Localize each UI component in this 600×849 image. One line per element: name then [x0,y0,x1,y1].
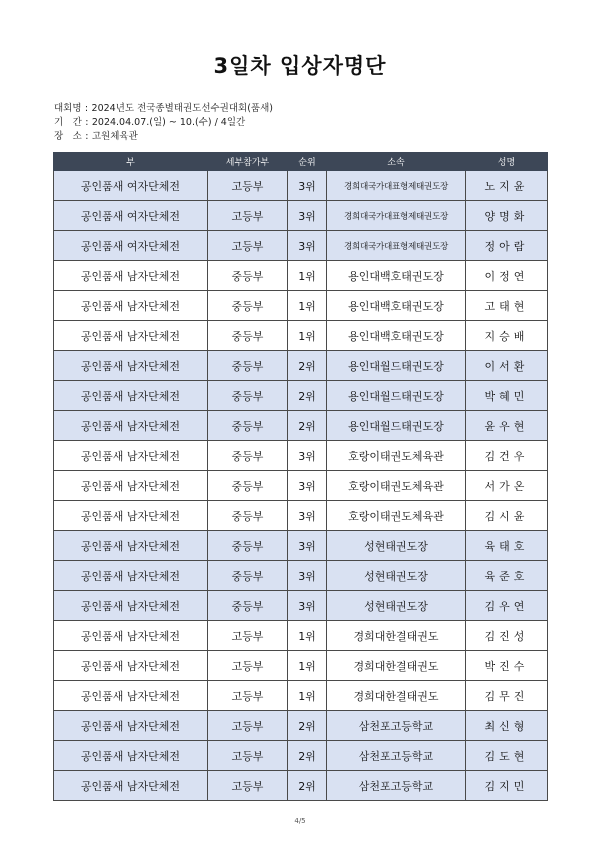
cell-club: 성현태권도장 [327,561,466,591]
cell-name: 김우연 [466,591,548,621]
cell-division: 공인품새 남자단체전 [54,681,208,711]
cell-club: 경희대국가대표형제태권도장 [327,231,466,261]
cell-name: 고태현 [466,291,548,321]
table-row [54,441,548,471]
cell-club: 경희대국가대표형제태권도장 [327,201,466,231]
cell-division: 공인품새 남자단체전 [54,741,208,771]
cell-division: 공인품새 남자단체전 [54,471,208,501]
cell-division: 공인품새 남자단체전 [54,441,208,471]
table-row [54,621,548,651]
results-body [54,171,548,801]
cell-rank: 2위 [288,711,327,741]
event-venue-label: 장 소 [54,131,82,142]
table-row [54,321,548,351]
cell-division: 공인품새 남자단체전 [54,591,208,621]
cell-name: 양명화 [466,201,548,231]
event-name-row: 대회명 : 2024년도 전국종별태권도선수권대회(품새) [54,103,273,114]
cell-sub-division: 중등부 [208,591,288,621]
cell-sub-division: 고등부 [208,741,288,771]
cell-rank: 1위 [288,321,327,351]
cell-division: 공인품새 남자단체전 [54,561,208,591]
cell-club: 용인대백호태권도장 [327,291,466,321]
cell-rank: 1위 [288,651,327,681]
table-row [54,381,548,411]
cell-division: 공인품새 남자단체전 [54,501,208,531]
table-row [54,711,548,741]
cell-rank: 1위 [288,261,327,291]
cell-name: 육준호 [466,561,548,591]
cell-name: 지승배 [466,321,548,351]
cell-rank: 3위 [288,591,327,621]
cell-sub-division: 중등부 [208,291,288,321]
page-title: 3일차 입상자명단 [213,54,387,78]
cell-sub-division: 중등부 [208,471,288,501]
cell-rank: 1위 [288,621,327,651]
cell-rank: 3위 [288,471,327,501]
cell-rank: 3위 [288,441,327,471]
cell-division: 공인품새 남자단체전 [54,771,208,801]
table-row [54,741,548,771]
cell-name: 김진성 [466,621,548,651]
cell-name: 김무진 [466,681,548,711]
table-row [54,261,548,291]
cell-sub-division: 고등부 [208,771,288,801]
cell-club: 성현태권도장 [327,531,466,561]
cell-club: 호랑이태권도체육관 [327,441,466,471]
cell-club: 용인대월드태권도장 [327,411,466,441]
cell-name: 김건우 [466,441,548,471]
cell-club: 호랑이태권도체육관 [327,471,466,501]
table-row [54,231,548,261]
cell-rank: 1위 [288,681,327,711]
cell-sub-division: 고등부 [208,621,288,651]
event-period-label: 기 간 [54,117,82,128]
cell-division: 공인품새 남자단체전 [54,291,208,321]
cell-rank: 3위 [288,201,327,231]
cell-sub-division: 고등부 [208,201,288,231]
cell-club: 삼천포고등학교 [327,771,466,801]
cell-sub-division: 중등부 [208,561,288,591]
cell-division: 공인품새 남자단체전 [54,351,208,381]
cell-division: 공인품새 여자단체전 [54,171,208,201]
header-division: 부 [54,153,208,171]
cell-name: 박진수 [466,651,548,681]
cell-division: 공인품새 남자단체전 [54,261,208,291]
cell-rank: 2위 [288,741,327,771]
event-info [54,102,273,144]
event-period-value: 2024.04.07.(일) ~ 10.(수) / 4일간 [91,117,246,128]
cell-rank: 3위 [288,501,327,531]
event-venue-value: 고원체육관 [91,131,138,142]
cell-division: 공인품새 남자단체전 [54,321,208,351]
cell-name: 김도현 [466,741,548,771]
cell-name: 노지윤 [466,171,548,201]
cell-sub-division: 중등부 [208,501,288,531]
cell-rank: 3위 [288,231,327,261]
cell-rank: 1위 [288,291,327,321]
cell-rank: 2위 [288,771,327,801]
table-row [54,651,548,681]
cell-rank: 3위 [288,531,327,561]
cell-sub-division: 고등부 [208,231,288,261]
cell-name: 이서환 [466,351,548,381]
header-club: 소속 [327,153,466,171]
cell-club: 경희대한결태권도 [327,681,466,711]
results-table [53,152,548,801]
cell-name: 윤우현 [466,411,548,441]
cell-rank: 3위 [288,561,327,591]
event-name-label: 대회명 [54,103,82,114]
header-name: 성명 [466,153,548,171]
cell-sub-division: 중등부 [208,441,288,471]
cell-sub-division: 중등부 [208,261,288,291]
table-row [54,171,548,201]
cell-name: 박혜민 [466,381,548,411]
header-rank: 순위 [288,153,327,171]
cell-club: 경희대한결태권도 [327,651,466,681]
table-row [54,351,548,381]
table-row [54,681,548,711]
cell-sub-division: 중등부 [208,351,288,381]
cell-rank: 2위 [288,411,327,441]
cell-division: 공인품새 남자단체전 [54,621,208,651]
cell-rank: 2위 [288,381,327,411]
event-name-value: 2024년도 전국종별태권도선수권대회(품새) [91,103,273,114]
cell-club: 삼천포고등학교 [327,711,466,741]
cell-club: 호랑이태권도체육관 [327,501,466,531]
cell-sub-division: 고등부 [208,171,288,201]
cell-name: 육태호 [466,531,548,561]
table-row [54,591,548,621]
table-row [54,501,548,531]
header-sub-division: 세부참가부 [208,153,288,171]
cell-club: 성현태권도장 [327,591,466,621]
cell-club: 용인대월드태권도장 [327,351,466,381]
cell-name: 정아람 [466,231,548,261]
table-row [54,411,548,441]
cell-name: 김시윤 [466,501,548,531]
table-row [54,291,548,321]
cell-name: 이정연 [466,261,548,291]
table-header-row [54,153,548,171]
cell-division: 공인품새 여자단체전 [54,201,208,231]
cell-rank: 2위 [288,351,327,381]
table-row [54,531,548,561]
event-period-row: 기 간 : 2024.04.07.(일) ~ 10.(수) / 4일간 [54,117,246,128]
cell-sub-division: 중등부 [208,381,288,411]
table-row [54,561,548,591]
cell-division: 공인품새 남자단체전 [54,531,208,561]
cell-sub-division: 고등부 [208,711,288,741]
table-row [54,471,548,501]
cell-name: 김지민 [466,771,548,801]
cell-sub-division: 중등부 [208,321,288,351]
cell-club: 경희대한결태권도 [327,621,466,651]
cell-rank: 3위 [288,171,327,201]
cell-name: 최신형 [466,711,548,741]
page-number: 4/5 [294,817,306,825]
cell-club: 경희대국가대표형제태권도장 [327,171,466,201]
cell-club: 용인대백호태권도장 [327,321,466,351]
cell-division: 공인품새 남자단체전 [54,651,208,681]
cell-sub-division: 고등부 [208,681,288,711]
cell-division: 공인품새 남자단체전 [54,711,208,741]
cell-division: 공인품새 남자단체전 [54,411,208,441]
table-row [54,201,548,231]
cell-sub-division: 중등부 [208,411,288,441]
cell-sub-division: 중등부 [208,531,288,561]
cell-sub-division: 고등부 [208,651,288,681]
cell-name: 서가온 [466,471,548,501]
cell-club: 용인대월드태권도장 [327,381,466,411]
cell-club: 용인대백호태권도장 [327,261,466,291]
table-row [54,771,548,801]
cell-division: 공인품새 남자단체전 [54,381,208,411]
event-venue-row: 장 소 : 고원체육관 [54,131,138,142]
cell-club: 삼천포고등학교 [327,741,466,771]
cell-division: 공인품새 여자단체전 [54,231,208,261]
